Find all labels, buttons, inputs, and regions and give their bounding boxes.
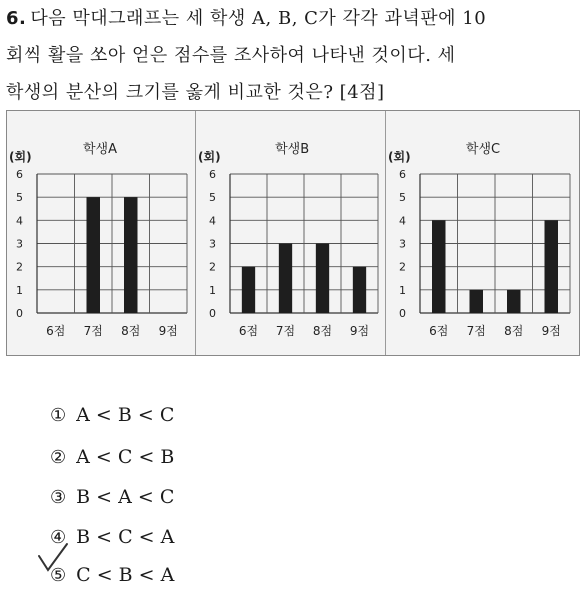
choice-text: A < C < B <box>76 446 175 468</box>
bar <box>87 197 101 313</box>
y-tick-label: 4 <box>209 214 216 228</box>
bar <box>124 197 138 313</box>
bar <box>470 290 484 313</box>
question-text-1: 다음 막대그래프는 세 학생 A, B, C가 각각 과녁판에 10 <box>30 8 487 29</box>
x-tick-label: 9점 <box>349 324 370 338</box>
question-line-3: 학생의 분산의 크기를 옳게 비교한 것은? [4점] <box>6 82 385 103</box>
y-tick-label: 1 <box>209 283 216 297</box>
choice-mark: ① <box>50 405 67 426</box>
y-tick-label: 6 <box>209 168 216 181</box>
y-unit-label: (회) <box>9 150 32 164</box>
y-tick-label: 5 <box>209 191 216 205</box>
choice-mark: ⑤ <box>50 565 67 586</box>
choice-mark: ② <box>50 447 67 468</box>
y-tick-label: 6 <box>399 168 406 181</box>
y-tick-label: 5 <box>399 191 406 205</box>
y-tick-label: 2 <box>399 260 406 274</box>
bar <box>507 290 521 313</box>
y-tick-label: 5 <box>16 191 23 205</box>
x-tick-label: 7점 <box>466 324 486 338</box>
choice-mark: ③ <box>50 487 67 508</box>
bar-charts-figure <box>6 110 580 356</box>
choice-mark: ④ <box>50 527 67 548</box>
chart-a-svg <box>7 111 195 355</box>
y-tick-label: 3 <box>399 237 406 251</box>
y-tick-label: 6 <box>16 168 23 181</box>
handwritten-check-mark <box>36 542 70 576</box>
chart-title: 학생B <box>275 142 310 157</box>
bar <box>242 267 255 313</box>
bar <box>432 220 446 313</box>
chart-student-b <box>195 111 386 355</box>
y-tick-label: 2 <box>16 260 23 274</box>
y-tick-label: 0 <box>16 307 23 320</box>
bar <box>316 244 329 314</box>
chart-student-c <box>385 111 580 355</box>
question-line-2: 회씩 활을 쏘아 얻은 점수를 조사하여 나타낸 것이다. 세 <box>6 45 456 66</box>
y-tick-label: 4 <box>16 214 23 228</box>
chart-b-svg <box>196 111 386 355</box>
choice-text: C < B < A <box>76 564 175 586</box>
chart-student-a <box>7 111 195 355</box>
x-tick-label: 6점 <box>46 324 66 338</box>
y-tick-label: 1 <box>16 283 23 297</box>
x-tick-label: 9점 <box>541 324 561 338</box>
x-tick-label: 6점 <box>238 324 259 338</box>
bar <box>545 220 559 313</box>
y-tick-label: 3 <box>209 237 216 251</box>
x-tick-label: 9점 <box>158 324 178 338</box>
choice-text: A < B < C <box>76 404 175 426</box>
x-tick-label: 8점 <box>504 324 524 338</box>
question-number: 6. <box>6 8 27 29</box>
x-tick-label: 7점 <box>275 324 296 338</box>
bar <box>353 267 366 313</box>
y-unit-label: (회) <box>388 150 411 164</box>
y-tick-label: 0 <box>209 307 216 320</box>
choice-text: B < A < C <box>76 486 175 508</box>
question-line-1 <box>6 4 486 30</box>
choice-2[interactable] <box>50 446 174 468</box>
y-unit-label: (회) <box>198 150 221 164</box>
chart-c-svg <box>386 111 580 355</box>
y-tick-label: 0 <box>399 307 406 320</box>
choice-text: B < C < A <box>76 526 175 548</box>
bar <box>279 244 292 314</box>
y-tick-label: 4 <box>399 214 406 228</box>
y-tick-label: 3 <box>16 237 23 251</box>
x-tick-label: 7점 <box>83 324 103 338</box>
choice-1[interactable] <box>50 404 174 426</box>
y-tick-label: 1 <box>399 283 406 297</box>
chart-title: 학생A <box>82 142 118 157</box>
x-tick-label: 8점 <box>312 324 333 338</box>
chart-title: 학생C <box>465 142 501 157</box>
choice-3[interactable] <box>50 486 174 508</box>
y-tick-label: 2 <box>209 260 216 274</box>
x-tick-label: 6점 <box>429 324 449 338</box>
x-tick-label: 8점 <box>121 324 141 338</box>
